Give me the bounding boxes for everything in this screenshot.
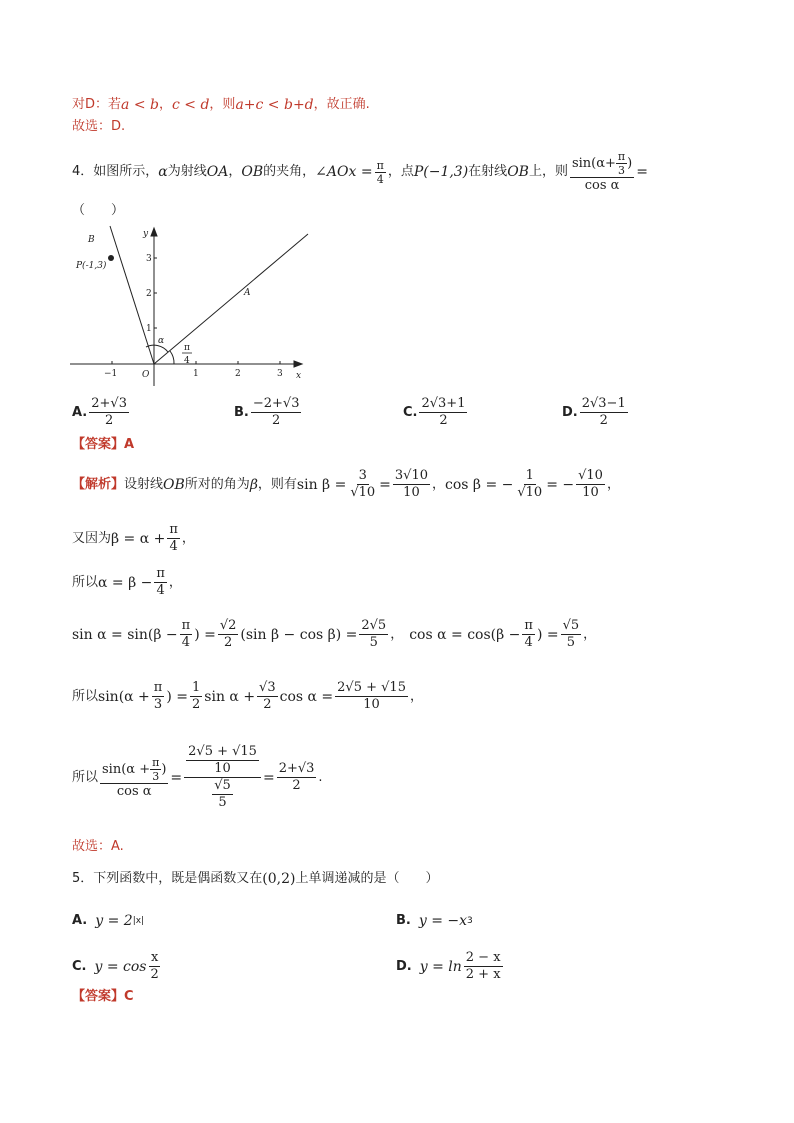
math-inline: α (158, 164, 168, 180)
fraction: $\frac{x}{2}$ (150, 950, 159, 982)
label-pi: π (184, 343, 190, 353)
label-x: x (296, 371, 302, 381)
label-alpha: α (158, 336, 165, 346)
option-letter: B. (396, 913, 411, 928)
fraction: $\frac{\pi}{4}$ (181, 618, 191, 650)
q4-text: 上，则 (528, 164, 568, 179)
option-letter: B. (234, 404, 249, 420)
compound-fraction: $\frac{\frac{2√5 + √15}{10}}{\frac{√5}{5}}$ (184, 744, 261, 811)
fraction: $\frac{\pi}{4}$ (156, 566, 165, 598)
option-letter: C. (403, 404, 418, 420)
fraction: $\frac{√2}{2}$ (219, 618, 237, 650)
fraction: $\frac{2+√3}{2}$ (91, 396, 127, 428)
analysis-line-5: 所以 sin(α + $\frac{\pi}{3}$ ) = $\frac{1}{2}$ sin α + $\frac{√3}{2}$ cos α = $\frac{2√5 + √15}{10}$ ， (72, 680, 423, 712)
fraction: $\frac{2√3-1}{2}$ (581, 396, 626, 428)
fraction: $\frac{3√10}{10}$ (394, 468, 428, 500)
option-letter: D. (396, 958, 412, 974)
analysis-label: 【解析】 (72, 476, 125, 492)
fraction: $\frac{3}{√10}$ (350, 468, 376, 500)
fraction: $\frac{-2+√3}{2}$ (252, 396, 300, 428)
fraction: $\frac{2√3+1}{2}$ (421, 396, 466, 428)
math-inline: OB (241, 164, 264, 180)
analysis-line-1: 【解析】 设射线 OB 所对的角为 β ，则有 sin β = $\frac{3}{√10}$ = $\frac{3√10}{10}$ ， cos β = − $\frac{1}{√10}$ = − $\frac{√10}{10}$ ， (72, 468, 620, 500)
math-inline: a < b (121, 97, 159, 113)
fraction: $\frac{1}{2}$ (192, 680, 201, 712)
option-letter: C. (72, 958, 87, 974)
fraction: $\frac{2√5}{5}$ (361, 618, 387, 650)
point-p (108, 255, 114, 261)
analysis-line-6: 所以 sin(α + $\frac{\pi}{3}$ ) cos α = $\frac{\frac{2√5 + √15}{10}}{\frac{√5}{5}}$ = $\frac{2+√3}{2}$ . (72, 744, 323, 810)
q4-conclusion: 故选：A. (72, 839, 124, 854)
label-p: P(-1,3) (76, 261, 107, 271)
fraction: $\frac{2 - x}{2 + x}$ (465, 950, 501, 982)
q4-option-b[interactable] (234, 396, 303, 429)
tick-y-label: 1 (146, 324, 152, 334)
q5-option-c[interactable]: C. y = cos $\frac{x}{2}$ (72, 950, 159, 982)
q3-text: ，故正确. (313, 97, 370, 112)
analysis-line-3: 所以 α = β − $\frac{\pi}{4}$ ， (72, 566, 182, 598)
ray-oa (154, 234, 308, 364)
fraction: $\frac{√3}{2}$ (259, 680, 276, 712)
q3-text: ，则 (209, 97, 236, 112)
q4-text: 如图所示， (93, 164, 159, 179)
q4-option-a[interactable] (72, 396, 131, 429)
math-inline: c < d (171, 97, 210, 113)
fraction: $\frac{√5}{5}$ (562, 618, 580, 650)
q4-answer: 【答案】A (72, 437, 135, 452)
q3-text: ， (158, 97, 172, 112)
fraction: sin(α+ $\frac{\pi}{3}$ ) cos α (571, 150, 633, 193)
q5-option-a[interactable]: A. y = 2 |x| (72, 913, 145, 929)
question-number: 5． (72, 871, 94, 886)
q4-text: ，点 (387, 164, 414, 179)
label-o: O (142, 370, 150, 380)
angle-pi4-arc (170, 351, 174, 364)
q4-text: 在射线 (468, 164, 508, 179)
math-inline: ∠AOx = (315, 164, 373, 180)
q4-option-c[interactable] (403, 396, 469, 429)
q5-option-b[interactable]: B. y = −x 3 (396, 913, 473, 929)
fraction: $\frac{2+√3}{2}$ (278, 761, 315, 793)
math-inline: = (636, 164, 648, 180)
option-letter: A. (72, 404, 88, 420)
math-inline: OB (507, 164, 529, 180)
label-a: A (244, 288, 251, 298)
option-letter: D. (562, 404, 578, 420)
tick-y-label: 2 (146, 289, 152, 299)
label-4: 4 (184, 356, 190, 366)
x-axis-arrow (294, 361, 302, 367)
option-letter: A. (72, 913, 88, 928)
q4-text: ， (228, 164, 242, 179)
fraction: $\frac{\pi}{4}$ (376, 158, 384, 186)
tick-x-label: 3 (277, 369, 283, 379)
q5-option-d[interactable]: D. y = ln $\frac{2 - x}{2 + x}$ (396, 950, 501, 982)
analysis-line-4: sin α = sin(β − $\frac{\pi}{4}$ ) = $\frac{√2}{2}$ (sin β − cos β) = $\frac{2√5}{5}$ ， cos α = cos(β − $\frac{\pi}{4}$ ) = $\frac{√5}{5}$ ， (72, 618, 597, 650)
coordinate-figure (66, 222, 316, 390)
fraction: $\frac{\pi}{4}$ (524, 618, 533, 650)
fraction: $\frac{\pi}{4}$ (169, 522, 178, 554)
tick-x-label: 1 (193, 369, 199, 379)
q5-stem: 5． 下列函数中，既是偶函数又在 (0,2) 上单调递减的是（ ） (72, 871, 439, 887)
label-b: B (88, 235, 95, 245)
fraction: $\frac{√10}{10}$ (578, 468, 603, 500)
q3-line1 (72, 96, 370, 114)
y-axis-arrow (151, 228, 157, 236)
fraction: sin(α + $\frac{\pi}{3}$ ) cos α (102, 755, 167, 799)
q4-option-d[interactable] (562, 396, 630, 429)
math-inline: a+c < b+d (235, 97, 314, 113)
tick-x-label: −1 (104, 369, 118, 379)
label-y: y (143, 229, 149, 239)
math-inline: P(−1,3) (413, 164, 469, 180)
q4-paren: （ ） (72, 203, 125, 218)
q4-text: 的夹角， (263, 164, 316, 179)
math-inline: OA (206, 164, 229, 180)
fraction: $\frac{1}{√10}$ (517, 468, 543, 500)
q4-stem (72, 150, 648, 194)
question-number: 4． (72, 164, 94, 179)
tick-y-label: 3 (146, 254, 152, 264)
fraction: $\frac{2√5 + √15}{10}$ (337, 680, 406, 712)
q5-answer: 【答案】C (72, 989, 134, 1004)
q3-text: 对D：若 (72, 97, 122, 112)
q3-conclusion: 故选：D. (72, 119, 126, 134)
analysis-line-2: 又因为 β = α + $\frac{\pi}{4}$ ， (72, 522, 195, 554)
tick-x-label: 2 (235, 369, 241, 379)
fraction: $\frac{\pi}{3}$ (153, 680, 163, 712)
q4-text: 为射线 (167, 164, 207, 179)
